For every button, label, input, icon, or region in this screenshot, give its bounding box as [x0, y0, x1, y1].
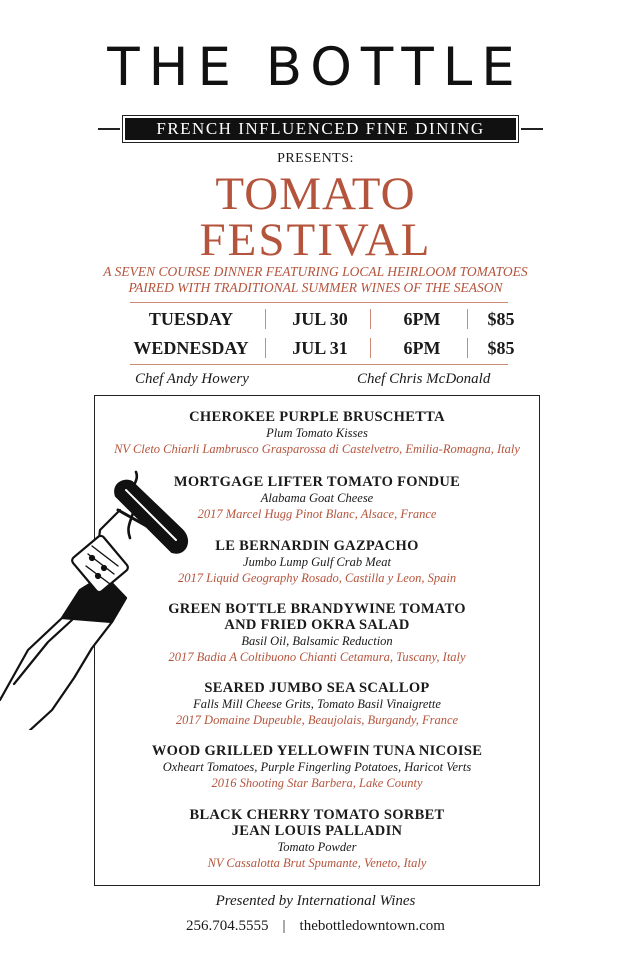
schedule-time: 6PM — [403, 338, 441, 358]
course-name: GREEN BOTTLE BRANDYWINE TOMATO — [168, 601, 466, 617]
course-name: MORTGAGE LIFTER TOMATO FONDUE — [173, 474, 461, 490]
schedule-rule-top — [130, 302, 508, 303]
course-description: Alabama Goat Cheese — [260, 491, 374, 505]
course-description: Oxheart Tomatoes, Purple Fingerling Potatoes, Haricot Verts — [162, 760, 472, 774]
menu-course — [94, 474, 540, 522]
schedule-rule-bottom — [130, 364, 508, 365]
event-title-line2: FESTIVAL — [199, 214, 432, 266]
course-wine-pairing: 2016 Shooting Star Barbera, Lake County — [211, 776, 423, 790]
course-wine-pairing: 2017 Liquid Geography Rosado, Castilla y Leon, Spain — [177, 571, 457, 585]
course-name: LE BERNARDIN GAZPACHO — [215, 538, 419, 554]
course-name: CHEROKEE PURPLE BRUSCHETTA — [189, 409, 445, 425]
event-title-line1: TOMATO — [215, 168, 416, 220]
presents-label: PRESENTS: — [277, 151, 354, 166]
schedule-row — [120, 306, 520, 332]
phone-number[interactable]: 256.704.5555 — [186, 918, 269, 934]
schedule-date: JUL 30 — [292, 309, 348, 329]
tagline-banner — [98, 115, 543, 143]
course-wine-pairing: 2017 Badia A Coltibuono Chianti Cetamura, Tuscany, Italy — [168, 650, 466, 664]
schedule-row — [120, 335, 520, 361]
event-subtitle-line1: A SEVEN COURSE DINNER FEATURING LOCAL HEIRLOOM TOMATOES — [103, 264, 528, 279]
menu-course — [94, 680, 540, 728]
tagline-frame — [122, 115, 519, 143]
footer-separator: | — [282, 918, 286, 934]
course-description: Basil Oil, Balsamic Reduction — [241, 634, 393, 648]
schedule-divider — [370, 309, 371, 329]
course-name: SEARED JUMBO SEA SCALLOP — [204, 680, 430, 696]
chef-name: Chef Andy Howery — [135, 371, 249, 387]
website-link[interactable]: thebottledowntown.com — [299, 918, 445, 934]
schedule-date: JUL 31 — [292, 338, 348, 358]
menu-course — [94, 807, 540, 871]
course-wine-pairing: NV Cassalotta Brut Spumante, Veneto, Italy — [207, 856, 427, 870]
course-description: Tomato Powder — [277, 840, 357, 854]
contact-footer — [0, 917, 631, 935]
chef-name: Chef Chris McDonald — [357, 371, 491, 387]
menu-course — [94, 409, 540, 457]
schedule-day: TUESDAY — [148, 309, 234, 329]
course-name: WOOD GRILLED YELLOWFIN TUNA NICOISE — [151, 743, 483, 759]
course-wine-pairing: 2017 Domaine Dupeuble, Beaujolais, Burgandy, France — [175, 713, 459, 727]
schedule-divider — [265, 309, 266, 329]
course-description: Plum Tomato Kisses — [266, 426, 368, 440]
schedule-price: $85 — [487, 309, 515, 329]
course-name: BLACK CHERRY TOMATO SORBET — [189, 807, 445, 823]
course-description: Falls Mill Cheese Grits, Tomato Basil Vinaigrette — [193, 697, 441, 711]
menu-course — [94, 743, 540, 791]
course-wine-pairing: NV Cleto Chiarli Lambrusco Grasparossa di Castelvetro, Emilia-Romagna, Italy — [114, 442, 520, 456]
menu-course — [94, 538, 540, 586]
brand-logo: THE BOTTLE — [107, 37, 524, 98]
tagline-rule-left — [98, 128, 120, 130]
schedule-divider — [370, 338, 371, 358]
schedule-price: $85 — [487, 338, 515, 358]
course-wine-pairing: 2017 Marcel Hugg Pinot Blanc, Alsace, France — [197, 507, 437, 521]
schedule-time: 6PM — [403, 309, 441, 329]
tagline-rule-right — [521, 128, 543, 130]
course-name-line2: AND FRIED OKRA SALAD — [224, 617, 410, 633]
event-subtitle-line2: PAIRED WITH TRADITIONAL SUMMER WINES OF THE SEASON — [128, 280, 503, 295]
menu-course — [94, 601, 540, 665]
course-description: Jumbo Lump Gulf Crab Meat — [243, 555, 391, 569]
tagline-text: FRENCH INFLUENCED FINE DINING — [125, 118, 516, 140]
course-name-line2: JEAN LOUIS PALLADIN — [231, 823, 403, 839]
schedule-day: WEDNESDAY — [133, 338, 249, 358]
sponsor-credit: Presented by International Wines — [215, 893, 416, 909]
schedule-divider — [265, 338, 266, 358]
